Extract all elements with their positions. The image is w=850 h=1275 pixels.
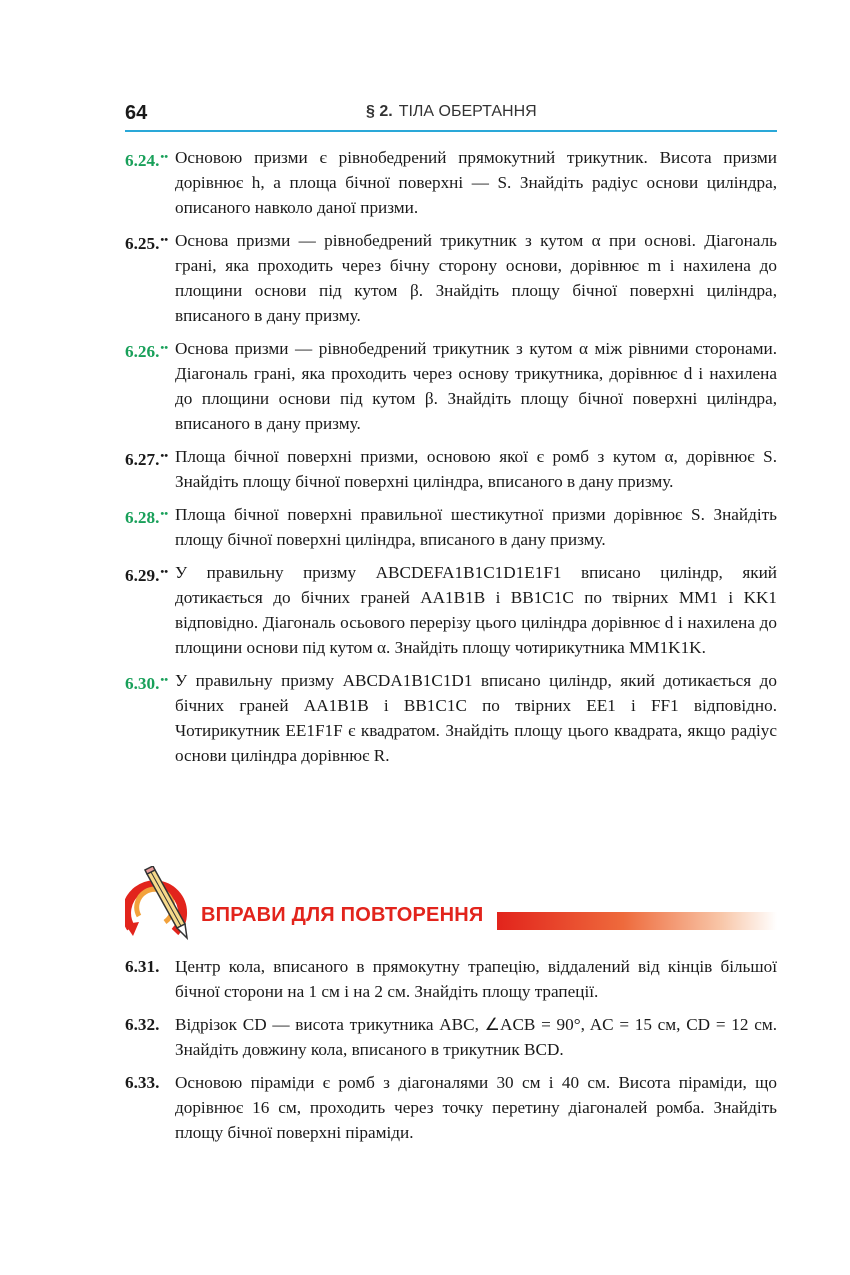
- banner-gradient-bar: [497, 912, 777, 930]
- problem-text: Основа призми — рівнобедрений трикутник з кутом α при основі. Діагональ грані, яка проходить через бічну сторону основи, дорівнює m і нахилена до площини основи під кутом β. Знайдіть площу бічної поверхні циліндра, вписаного в дану призму.: [175, 231, 777, 325]
- problem-text: Основою призми є рівнобедрений прямокутний трикутник. Висота призми дорівнює h, а площа бічної поверхні — S. Знайдіть радіус основи циліндра, описаного навколо даної призми.: [175, 148, 777, 217]
- problem-text: У правильну призму ABCDEFA1B1C1D1E1F1 вписано циліндр, який дотикається до бічних граней AA1B1B і BB1C1C по твірних MM1 і KK1 відповідно. Діагональ осьового перерізу цього циліндра дорівнює d і нахилена до площини основи під кутом α. Знайдіть площу чотирикутника MM1K1K.: [175, 563, 777, 657]
- problem-6-30: [125, 668, 777, 768]
- difficulty-mark: ••: [160, 234, 169, 246]
- problem-6-24: [125, 145, 777, 220]
- problem-number: 6.28.••: [125, 508, 169, 527]
- problem-6-27: [125, 444, 777, 494]
- pencil-target-icon: [125, 866, 197, 946]
- problem-number: 6.33.: [125, 1073, 160, 1092]
- section-title: ТІЛА ОБЕРТАННЯ: [398, 103, 537, 120]
- review-section-banner: [125, 866, 777, 946]
- difficulty-mark: ••: [160, 450, 169, 462]
- section-heading: [366, 103, 537, 121]
- problem-text: Площа бічної поверхні правильної шестикутної призми дорівнює S. Знайдіть площу бічної поверхні циліндра, вписаного в дану призму.: [175, 505, 777, 549]
- difficulty-mark: ••: [160, 674, 169, 686]
- problem-6-26: [125, 336, 777, 436]
- problem-6-31: [125, 954, 777, 1004]
- difficulty-mark: ••: [160, 566, 169, 578]
- problem-text: Основа призми — рівнобедрений трикутник з кутом α між рівними сторонами. Діагональ грані, яка проходить через основу трикутника, дорівнює d і нахилена до площини основи під кутом β. Знайдіть площу бічної поверхні циліндра, вписаного в дану призму.: [175, 339, 777, 433]
- review-problem-list: [125, 954, 777, 1153]
- problem-number: 6.32.: [125, 1015, 160, 1034]
- section-mark: § 2.: [366, 103, 393, 120]
- problem-number: 6.30.••: [125, 674, 169, 693]
- problem-6-29: [125, 560, 777, 660]
- page-header: [125, 98, 777, 132]
- problem-text: У правильну призму ABCDA1B1C1D1 вписано циліндр, який дотикається до бічних граней AA1B1B і BB1C1C по твірних EE1 і FF1 відповідно. Чотирикутник EE1F1F є квадратом. Знайдіть площу цього квадрата, якщо радіус основи циліндра дорівнює R.: [175, 671, 777, 765]
- problem-6-33: [125, 1070, 777, 1145]
- problem-number: 6.24.••: [125, 151, 169, 170]
- problem-text: Площа бічної поверхні призми, основою якої є ромб з кутом α, дорівнює S. Знайдіть площу бічної поверхні циліндра, вписаного в дану призму.: [175, 447, 777, 491]
- problem-number: 6.31.: [125, 957, 160, 976]
- problem-text: Основою піраміди є ромб з діагоналями 30 см і 40 см. Висота піраміди, що дорівнює 16 см, проходить через точку перетину діагоналей ромба. Знайдіть площу бічної поверхні піраміди.: [175, 1073, 777, 1142]
- problem-number: 6.26.••: [125, 342, 169, 361]
- problem-number: 6.25.••: [125, 234, 169, 253]
- difficulty-mark: ••: [160, 508, 169, 520]
- review-section-title: ВПРАВИ ДЛЯ ПОВТОРЕННЯ: [201, 904, 484, 926]
- problem-6-32: [125, 1012, 777, 1062]
- problem-number: 6.29.••: [125, 566, 169, 585]
- problem-list: [125, 145, 777, 776]
- difficulty-mark: ••: [160, 342, 169, 354]
- problem-6-25: [125, 228, 777, 328]
- problem-number: 6.27.••: [125, 450, 169, 469]
- difficulty-mark: ••: [160, 151, 169, 163]
- problem-6-28: [125, 502, 777, 552]
- problem-text: Центр кола, вписаного в прямокутну трапецію, віддалений від кінців більшої бічної сторони на 1 см і на 2 см. Знайдіть площу трапеції.: [175, 957, 777, 1001]
- problem-text: Відрізок CD — висота трикутника ABC, ∠ACB = 90°, AC = 15 см, CD = 12 см. Знайдіть довжину кола, вписаного в трикутник BCD.: [175, 1015, 777, 1059]
- page-number: 64: [125, 102, 148, 124]
